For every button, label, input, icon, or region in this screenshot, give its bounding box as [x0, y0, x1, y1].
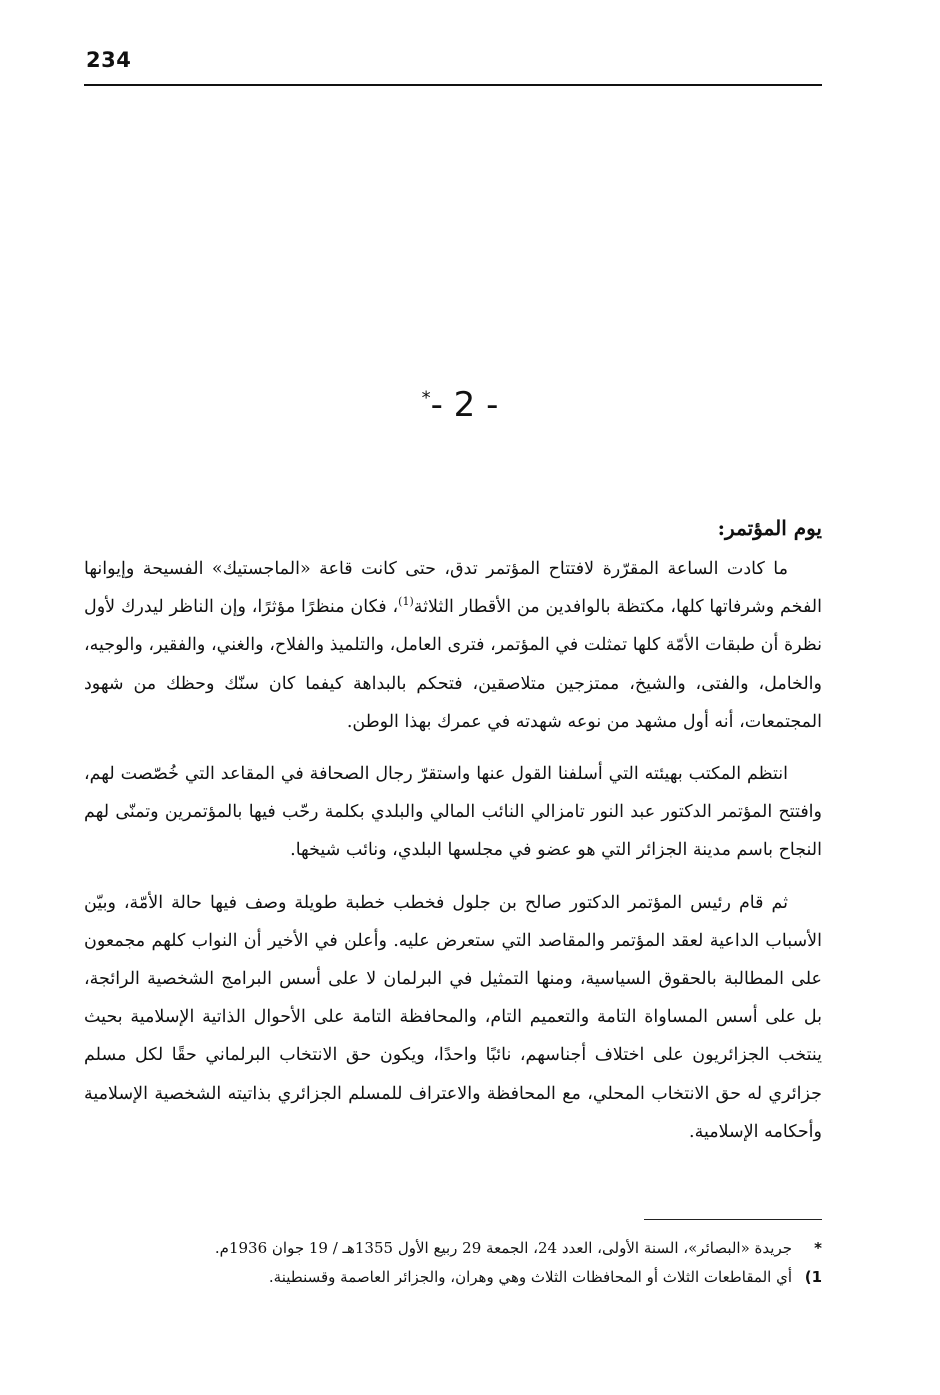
section-footnote-mark: *	[421, 387, 431, 409]
paragraph-1-text-end: ، فكان منظرًا مؤثرًا، وإن الناظر ليدرك لأول نظرة أن طبقات الأمّة كلها تمثلت في المؤتمر، فترى العامل، والتلميذ والفلاح، والغني، والفقير، والوجيه، والخامل، والفتى، والشيخ، ممتزجين متلاصقين، فتحكم بالبداهة كيفما كان سنّك وحظك من شهود المجتمعات، أنه أول مشهد من نوعه شهدته في عمرك بهذا الوطن.	[84, 597, 822, 732]
footnote-text: جريدة «البصائر»، السنة الأولى، العدد 24، الجمعة 29 ربيع الأول 1355هـ / 19 جوان 1936م.	[214, 1239, 792, 1257]
page-number: 234	[86, 48, 132, 72]
footnote-source	[84, 1234, 822, 1263]
paragraph-3: ثم قام رئيس المؤتمر الدكتور صالح بن جلول فخطب خطبة طويلة وصف فيها حالة الأمّة، وبيّن الأسباب الداعية لعقد المؤتمر والمقاصد التي ستعرض عليه. وأعلن في الأخير أن النواب كلهم مجمعون على المطالبة بالحقوق السياسية، ومنها التمثيل في البرلمان لا على أسس البرامج الشخصية الرائجة، بل على أسس المساواة التامة والتعميم التام، والمحافظة التامة على الأحوال الذاتية الإسلامية بحيث ينتخب الجزائريون على اختلاف أجناسهم، نائبًا واحدًا، ويكون حق الانتخاب البرلماني حقًا لكل مسلم جزائري له حق الانتخاب المحلي، مع المحافظة والاعتراف للمسلم الجزائري بذاتيته الشخصية الإسلامية وأحكامه الإسلامية.	[84, 892, 822, 1142]
paragraph-1	[84, 550, 822, 741]
article-body	[84, 516, 822, 1165]
footnote-1	[84, 1263, 822, 1292]
header-rule	[84, 84, 822, 86]
paragraph-1-text-start: ما كادت الساعة المقرّرة لافتتاح المؤتمر تدق، حتى كانت قاعة «الماجستيك» الفسيحة وإيوانها الفخم وشرفاتها كلها، مكتظة بالوافدين من الأقطار الثلاثة	[84, 559, 822, 618]
section-number: - 2 -	[430, 385, 499, 425]
footnote-text: أي المقاطعات الثلاث أو المحافظات الثلاث وهي وهران، والجزائر العاصمة وقسنطينة.	[268, 1268, 792, 1286]
footnote-mark: *	[814, 1239, 822, 1257]
paragraph-2: انتظم المكتب بهيئته التي أسلفنا القول عنها واستقرّ رجال الصحافة في المقاعد التي خُصّصت لهم، وافتتح المؤتمر الدكتور عبد النور تامزالي النائب المالي والبلدي بكلمة رحّب فيها بالمؤتمرين وتمنّى لهم النجاح باسم مدينة الجزائر التي هو عضو في مجلسها البلدي، ونائب شيخها.	[84, 764, 822, 861]
footnote-reference-1: (1)	[398, 595, 414, 609]
footnote-mark: 1)	[804, 1268, 822, 1286]
footnotes	[84, 1234, 822, 1292]
footnote-rule	[644, 1219, 822, 1220]
section-marker	[380, 385, 540, 425]
section-heading: يوم المؤتمر:	[717, 516, 822, 540]
